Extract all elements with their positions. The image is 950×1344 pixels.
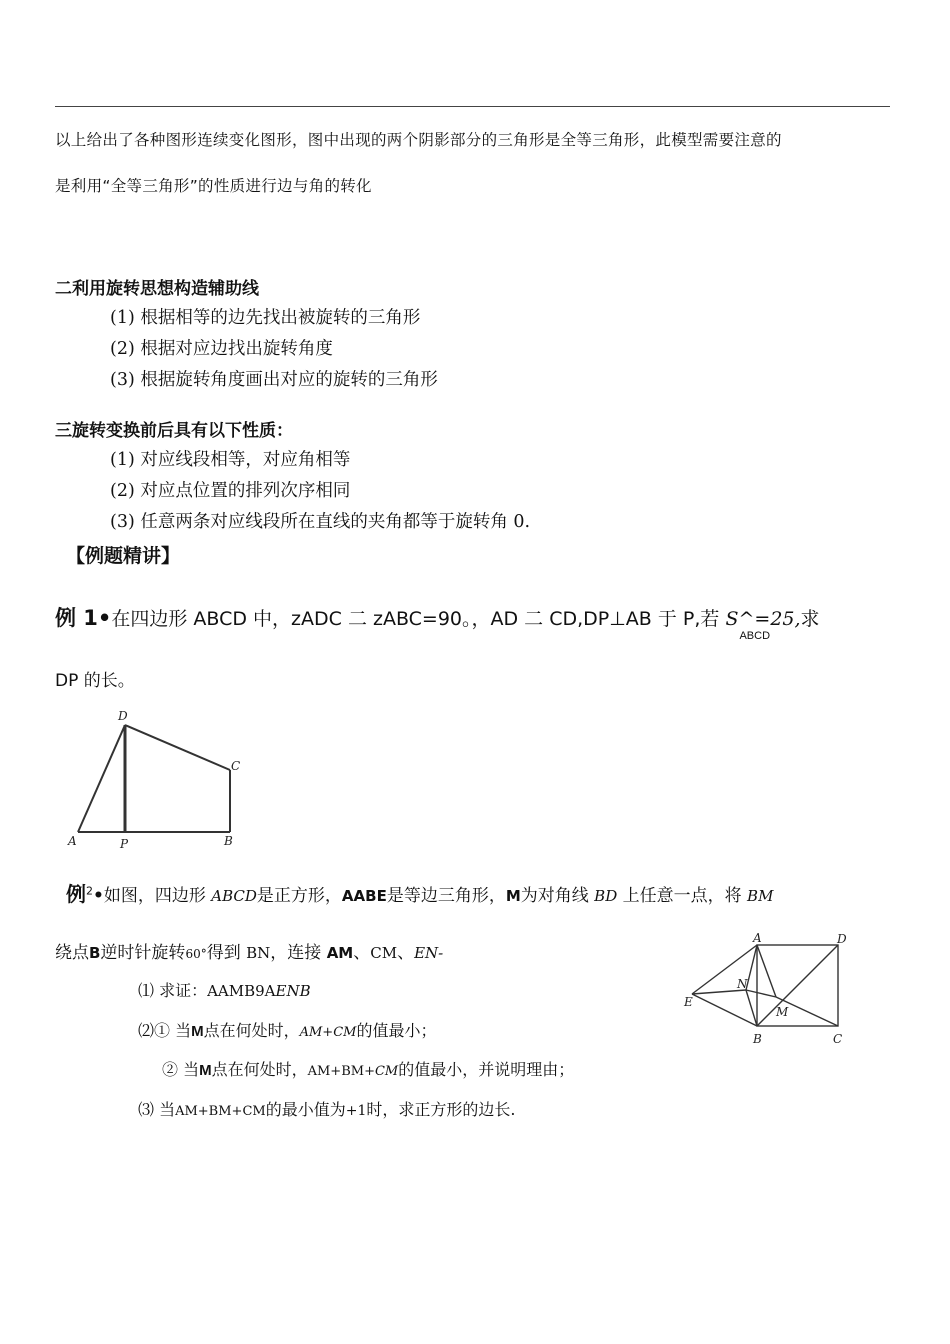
example2-line-1: 例$^2$•如图，四边形 ABCD是正方形，AABE是等边三角形，M为对角线 BD 上任意一点，将 BM xyxy=(66,882,774,906)
example1-area-subscript: ABCD xyxy=(739,630,771,642)
section3-item-1: (1) 对应线段相等，对应角相等 xyxy=(110,450,351,470)
fig2-label-c: C xyxy=(833,1032,843,1046)
intro-line-1: 以上给出了各种图形连续变化图形，图中出现的两个阴影部分的三角形是全等三角形，此模型需要注意的 xyxy=(55,131,782,149)
example1-label: 例 1• xyxy=(55,606,112,630)
fig2-label-n: N xyxy=(737,977,748,991)
example2-line-2: 绕点B逆时针旋转60°得到 BN，连接 AM、CM、EN- xyxy=(55,943,444,963)
header-rule xyxy=(55,106,890,107)
example1-line-1 xyxy=(55,602,820,642)
fig2-label-b: B xyxy=(753,1032,762,1046)
example1-line-2: DP 的长。 xyxy=(55,671,135,691)
section2-heading: 二利用旋转思想构造辅助线 xyxy=(55,279,259,299)
fig2-label-m: M xyxy=(776,1005,789,1019)
fig2-label-d: D xyxy=(837,932,847,946)
fig2-label-a: A xyxy=(753,931,762,945)
examples-heading: 【例题精讲】 xyxy=(66,545,181,567)
example2-figure xyxy=(680,928,860,1050)
example1-ask: 求 xyxy=(800,608,820,630)
example2-number: 2 xyxy=(86,884,93,898)
section3-heading: 三旋转变换前后具有以下性质： xyxy=(55,421,293,441)
section2-item-2: (2) 根据对应边找出旋转角度 xyxy=(110,339,333,359)
section2-item-1: (1) 根据相等的边先找出被旋转的三角形 xyxy=(110,308,421,328)
example2-dot: • xyxy=(93,886,104,906)
example2-q3: ⑶ 当AM+BM+CM的最小值为+1时，求正方形的边长. xyxy=(138,1100,516,1119)
fig1-label-d: D xyxy=(118,709,128,723)
fig2-label-e: E xyxy=(684,995,693,1009)
example2-q2b: ② 当M点在何处时，AM+BM+CM的值最小，并说明理由； xyxy=(162,1060,575,1079)
fig1-label-c: C xyxy=(231,759,241,773)
section3-item-2: (2) 对应点位置的排列次序相同 xyxy=(110,481,351,501)
fig1-label-p: P xyxy=(120,837,129,851)
fig1-label-a: A xyxy=(68,834,77,848)
intro-line-2: 是利用“全等三角形”的性质进行边与角的转化 xyxy=(55,177,372,195)
example2-q2a: ⑵① 当M点在何处时，AM+CM的值最小； xyxy=(138,1021,437,1040)
section2-item-3: (3) 根据旋转角度画出对应的旋转的三角形 xyxy=(110,370,438,390)
example1-figure xyxy=(60,702,260,857)
example1-area: S^=25, ABCD xyxy=(725,608,801,642)
section3-item-3: (3) 任意两条对应线段所在直线的夹角都等于旋转角 0. xyxy=(110,512,531,532)
example1-text: 在四边形 ABCD 中，zADC 二 zABC=90。，AD 二 CD,DP⊥AB 于 P,若 xyxy=(111,608,720,630)
example2-label: 例 xyxy=(66,882,86,906)
fig1-label-b: B xyxy=(224,834,233,848)
example2-q1: ⑴ 求证：AAMB9AENB xyxy=(138,981,311,1000)
